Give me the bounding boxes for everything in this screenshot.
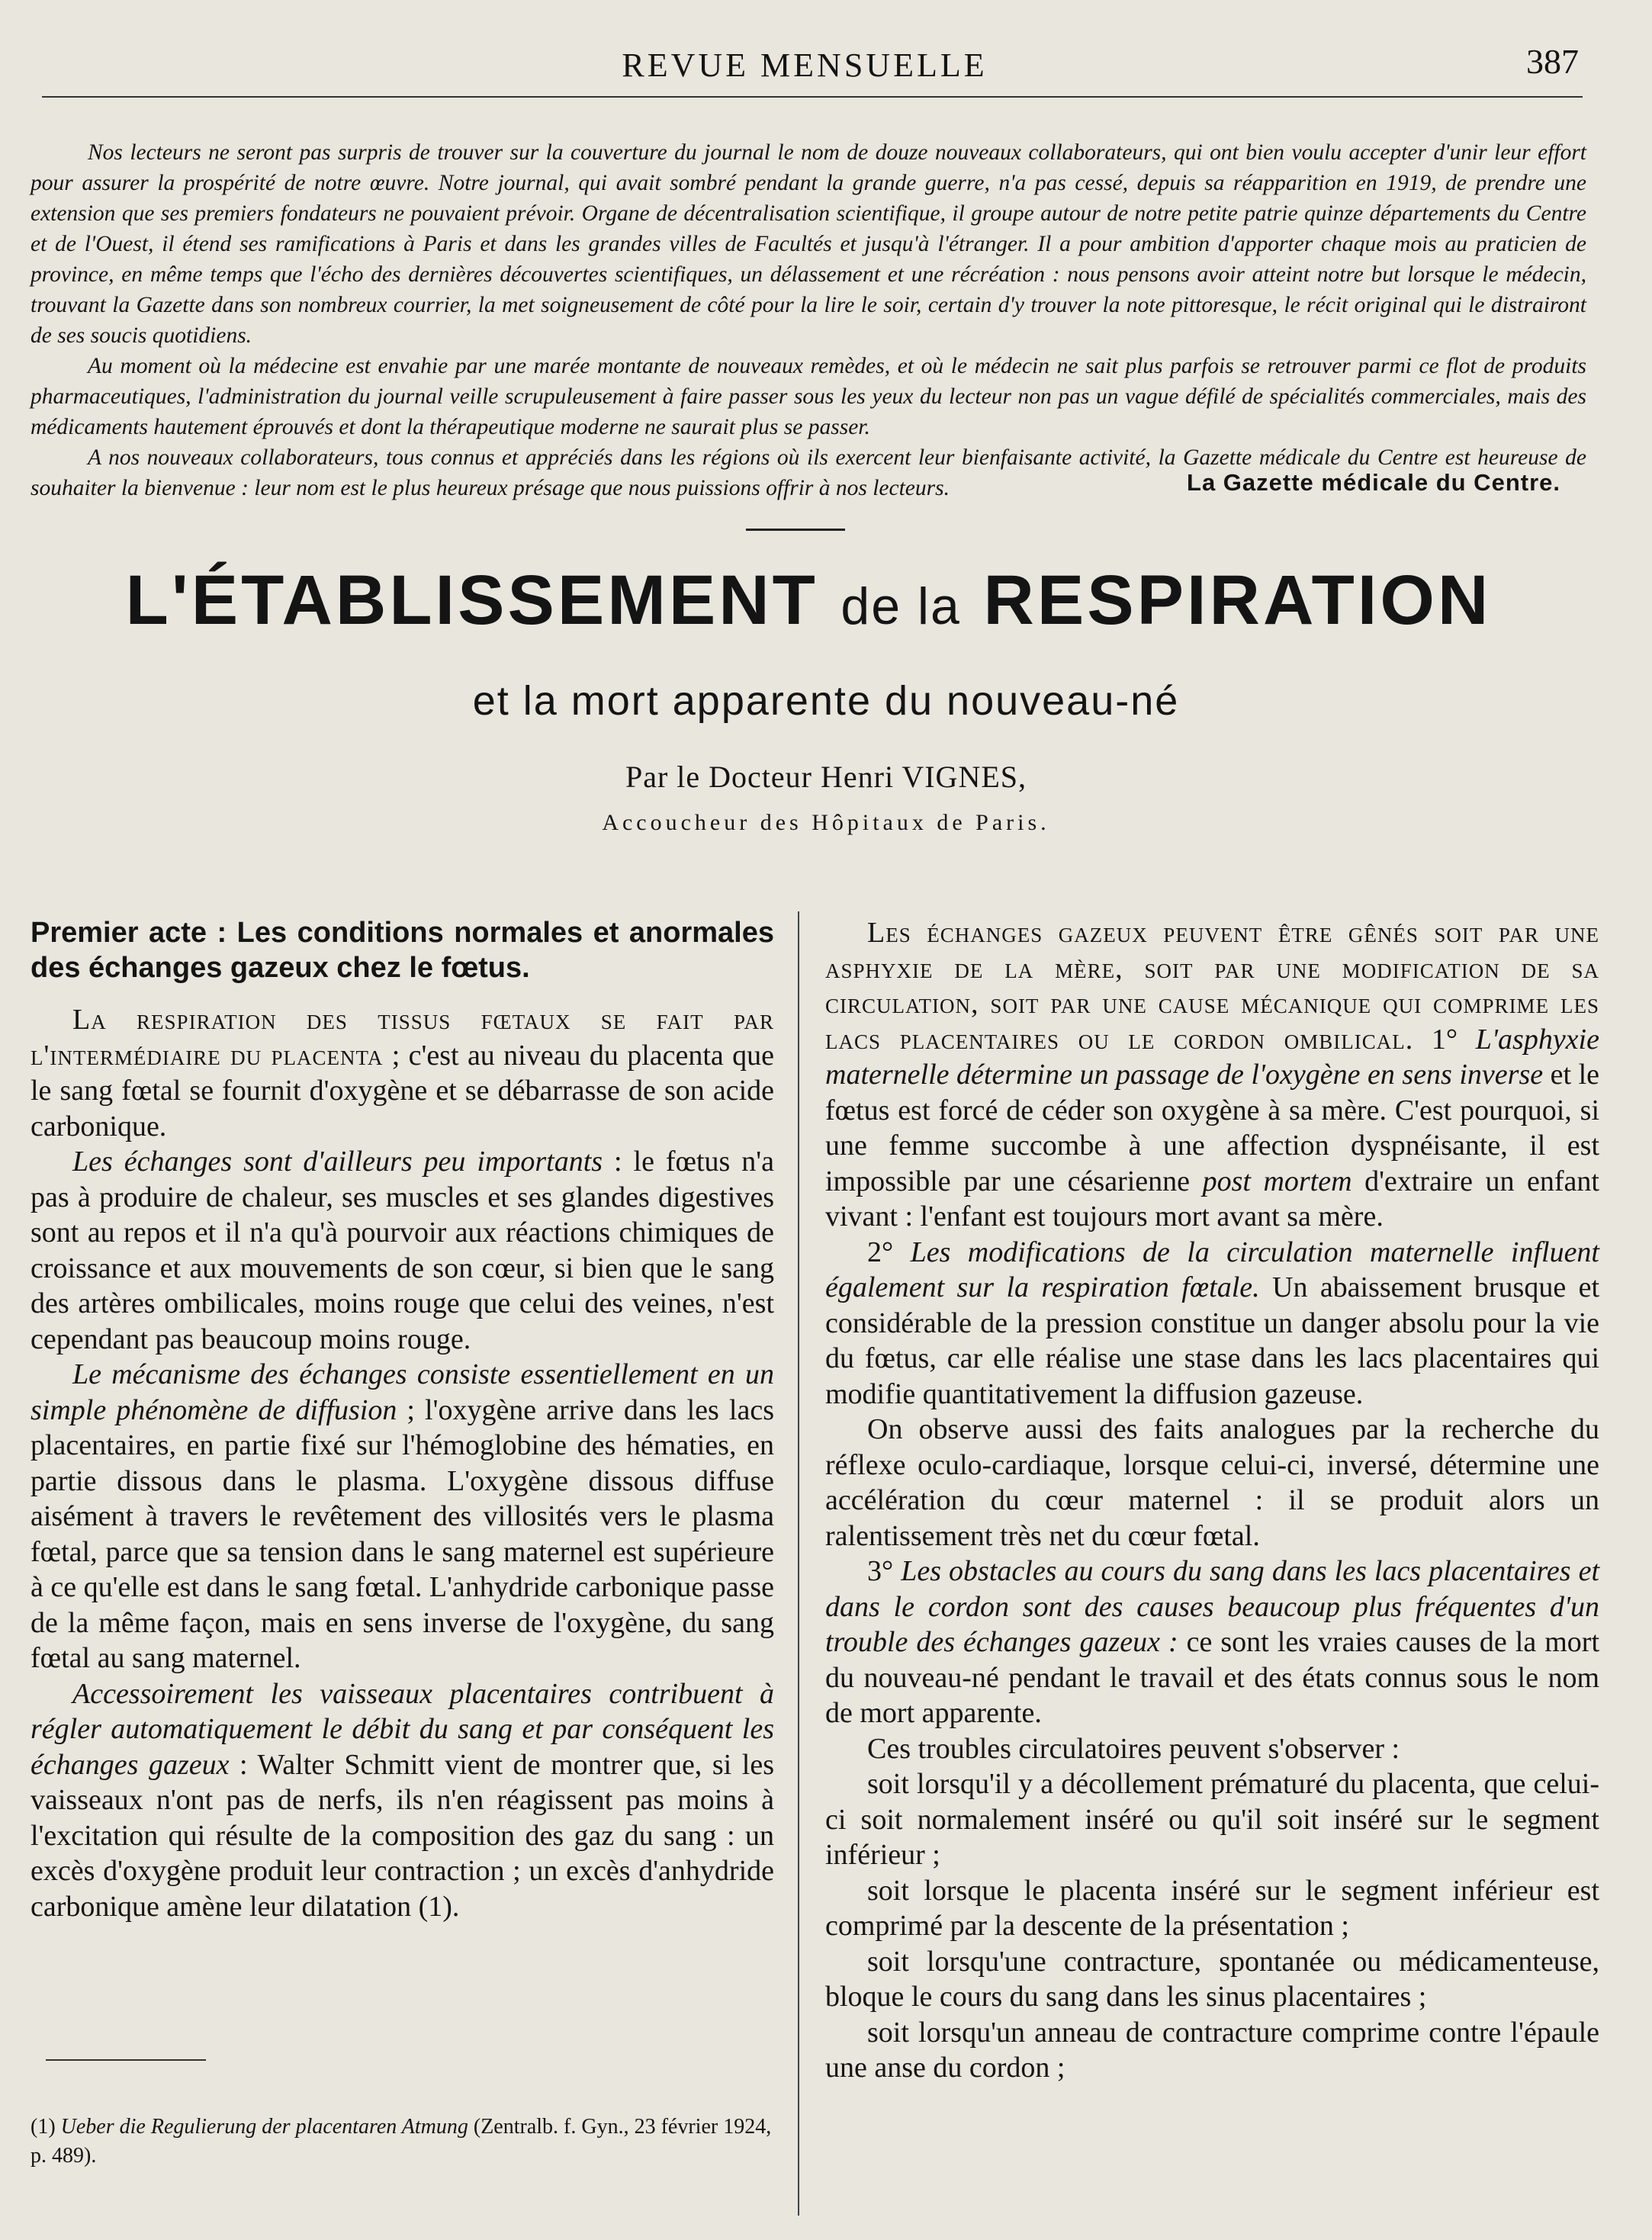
- right-paragraph-7: soit lorsque le placenta inséré sur le segment inférieur est comprimé par la descente de la présentation ;: [825, 1874, 1599, 1942]
- right-paragraph-5: Ces troubles circulatoires peuvent s'observer :: [867, 1732, 1400, 1765]
- byline: Par le Docteur Henri VIGNES,: [625, 760, 1027, 794]
- p3-lead: Le mécanisme des échanges consiste essentiellement en un simple phénomène de diffusion: [31, 1358, 774, 1426]
- footnote-rule: [46, 2059, 206, 2061]
- p1-lead: La respiration des tissus fœtaux se fait par l'intermédiaire du placenta: [31, 1004, 774, 1072]
- r1-latin: post mortem: [1202, 1165, 1352, 1197]
- r1-rest: et le fœtus est forcé de céder son oxygène à sa mère. C'est pourquoi, si une femme succombe à une affection dyspnéisante, il est impossible par une césarienne: [825, 1059, 1599, 1197]
- right-paragraph-9: soit lorsqu'un anneau de contracture comprime contre l'épaule une anse du cordon ;: [825, 2016, 1599, 2084]
- right-paragraph-8: soit lorsqu'une contracture, spontanée ou médicamenteuse, bloque le cours du sang dans les sinus placentaires ;: [825, 1945, 1599, 2013]
- article-title: [15, 561, 1602, 641]
- left-paragraph-2: [31, 1144, 774, 1357]
- left-paragraph-1: [31, 1002, 774, 1144]
- left-paragraph-3: [31, 1357, 774, 1676]
- header-rule: [42, 96, 1583, 98]
- title-part-2: de la: [840, 577, 961, 635]
- right-paragraph-2: [825, 1235, 1599, 1412]
- r4-num: 3°: [867, 1555, 902, 1587]
- p3-rest: ; l'oxygène arrive dans les lacs placentaires, en partie fixé sur l'hémoglobine des hématies, en partie dissous dans le plasma. L'oxygène dissous diffuse aisément à travers le revêtement des villosités vers le plasma fœtal, parce que sa tension dans le sang maternel est supérieure à ce qu'elle est dans le sang fœtal. L'anhydride carbonique passe de la même façon, mais en sens inverse de l'oxygène, du sang fœtal au sang maternel.: [31, 1393, 774, 1674]
- right-paragraph-6: soit lorsqu'il y a décollement prématuré du placenta, que celui-ci soit normalement inséré ou qu'il soit inséré sur le segment inférieur ;: [825, 1768, 1599, 1871]
- title-part-3: RESPIRATION: [983, 561, 1492, 639]
- note-paragraph-2: Au moment où la médecine est envahie par une marée montante de nouveaux remèdes, et où le médecin ne sait plus parfois se retrouver parmi ce flot de produits pharmaceutiques, l'administration du journal veille scrupuleusement à faire passer sous les yeux du lecteur non pas un vague défilé de spécialités commerciales, mais des médicaments hautement éprouvés et dont la thérapeutique moderne ne saurait plus se passer.: [31, 354, 1586, 439]
- r1-italic: L'asphyxie maternelle détermine un passage de l'oxygène en sens inverse: [825, 1023, 1599, 1091]
- r1-lead: Les échanges gazeux peuvent être gênés soit par une asphyxie de la mère, soit par une modification de sa circulation, soit par une cause mécanique qui comprime les lacs placentaires ou le cordon ombilical.: [825, 917, 1599, 1056]
- p4-rest: : Walter Schmitt vient de montrer que, si les vaisseaux n'ont pas de nerfs, ils n'en réagissent pas moins à l'excitation qui résulte de la composition des gaz du sang : un excès d'oxygène produit leur contraction ; un excès d'anhydride carbonique amène leur dilatation (1).: [31, 1748, 774, 1923]
- r4-italic: Les obstacles au cours du sang dans les lacs placentaires et dans le cordon sont des causes beaucoup plus fréquentes d'un trouble des échanges gazeux :: [825, 1555, 1600, 1658]
- note-paragraph-3: A nos nouveaux collaborateurs, tous connus et appréciés dans les régions où ils exercent leur bienfaisante activité, la Gazette médicale du Centre est heureuse de souhaiter la bienvenue : leur nom est le plus heureux présage que nous puissions offrir à nos lecteurs.: [31, 445, 1586, 500]
- p4-lead: Accessoirement les vaisseaux placentaires contribuent à régler automatiquement le débit du sang et par conséquent les échanges gazeux: [31, 1677, 774, 1781]
- p1-rest: ; c'est au niveau du placenta que le sang fœtal se fournit d'oxygène et se débarrasse de son acide carbonique.: [31, 1039, 774, 1142]
- title-part-1: L'ÉTABLISSEMENT: [125, 561, 818, 639]
- note-paragraph-1: Nos lecteurs ne seront pas surpris de trouver sur la couverture du journal le nom de douze nouveaux collaborateurs, qui ont bien voulu accepter d'unir leur effort pour assurer la prospérité de notre œuvre. Notre journal, qui avait sombré pendant la grande guerre, n'a pas cessé, depuis sa réapparition en 1919, de prendre une extension que ses premiers fondateurs ne pouvaient prévoir. Organe de décentralisation scientifique, il groupe autour de notre petite patrie quinze départements du Centre et de l'Ouest, il étend ses ramifications à Paris et dans les grandes villes de Facultés et jusqu'à l'étranger. Il a pour ambition d'apporter chaque mois au praticien de province, en même temps que l'écho des dernières découvertes scientifiques, un délassement et une récréation : nous pensons avoir atteint notre but lorsque le médecin, trouvant la Gazette dans son nombreux courrier, la met soigneusement de côté pour la lire le soir, certain d'y trouver la note pittoresque, le récit original qui le distrairont de ses soucis quotidiens.: [31, 140, 1586, 348]
- r2-num: 2°: [867, 1236, 911, 1268]
- footnote-journal: (Zentralb. f. Gyn., 23 février 1924, p. 489).: [31, 2115, 772, 2168]
- editorial-note: [31, 137, 1586, 503]
- r1-num: 1°: [1413, 1023, 1476, 1056]
- right-paragraph-1: [825, 915, 1599, 1235]
- left-column: [31, 915, 774, 1924]
- article-subtitle: et la mort apparente du nouveau-né: [472, 678, 1180, 724]
- footnote-number: (1): [31, 2115, 56, 2139]
- footnote: [31, 2113, 778, 2171]
- r2-rest: Un abaissement brusque et considérable de la pression constitue un danger absolu pour la vie du fœtus, car elle réalise une stase dans les lacs placentaires qui modifie quantitativement la diffusion gazeuse.: [825, 1271, 1599, 1410]
- footnote-title: Ueber die Regulierung der placentaren Atmung: [60, 2115, 468, 2139]
- page-number: 387: [1526, 42, 1579, 81]
- separator-rule: [746, 529, 845, 531]
- p2-lead: Les échanges sont d'ailleurs peu importants: [72, 1146, 603, 1178]
- right-paragraph-4: [825, 1554, 1599, 1731]
- r2-italic: Les modifications de la circulation maternelle influent également sur la respiration fœtale.: [825, 1236, 1599, 1303]
- author-affiliation: Accoucheur des Hôpitaux de Paris.: [602, 810, 1050, 835]
- running-title: REVUE MENSUELLE: [622, 47, 988, 84]
- p2-rest: : le fœtus n'a pas à produire de chaleur, ses muscles et ses glandes digestives sont au repos et il n'a qu'à pourvoir aux réactions chimiques de croissance et aux mouvements de son cœur, si bien que le sang des artères ombilicales, moins rouge que celui des veines, n'est cependant pas beaucoup moins rouge.: [31, 1146, 774, 1355]
- left-paragraph-4: [31, 1676, 774, 1925]
- section-heading: Premier acte : Les conditions normales et anormales des échanges gazeux chez le fœtus.: [31, 917, 774, 984]
- running-head: [31, 42, 1579, 99]
- r1-end: d'extraire un enfant vivant : l'enfant est toujours mort avant sa mère.: [825, 1165, 1599, 1232]
- r4-rest: ce sont les vraies causes de la mort du nouveau-né pendant le travail et des états connus sous le nom de mort apparente.: [825, 1626, 1600, 1729]
- column-divider: [798, 911, 799, 2216]
- note-signature: La Gazette médicale du Centre.: [1187, 469, 1560, 496]
- right-column: [825, 915, 1599, 2086]
- right-paragraph-3: On observe aussi des faits analogues par la recherche du réflexe oculo-cardiaque, lorsque celui-ci, inversé, détermine une accélération du cœur maternel : il se produit alors un ralentissement très net du cœur fœtal.: [825, 1413, 1599, 1552]
